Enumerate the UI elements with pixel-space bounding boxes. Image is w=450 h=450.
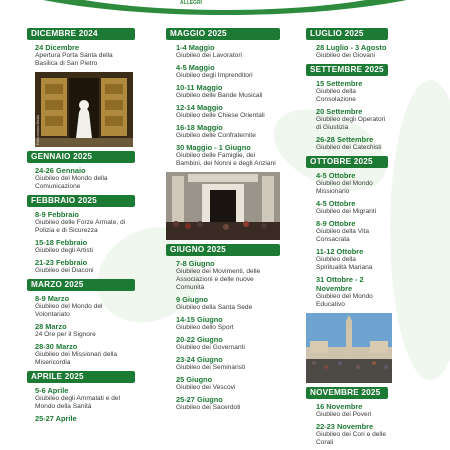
- event: [27, 342, 135, 367]
- event-date: 15 Settembre: [316, 79, 363, 88]
- event-date: 31 Ottobre - 2 Novembre: [316, 275, 364, 293]
- header-tag: ALLEGRI: [180, 0, 202, 6]
- event-date: 4-5 Ottobre: [316, 171, 356, 180]
- month-header: DICEMBRE 2024: [27, 28, 135, 40]
- event-date: 12-14 Maggio: [176, 103, 223, 112]
- event-title: Giubileo delle Forze Armate, di Polizia e di Sicurezza: [35, 219, 126, 234]
- event-title: Giubileo della Santa Sede: [176, 304, 253, 311]
- month-header: GENNAIO 2025: [27, 151, 135, 163]
- event-title: 24 Ore per il Signore: [35, 331, 96, 338]
- event-title: Giubileo dei Missionari della Misericordia: [35, 351, 118, 366]
- event: [306, 275, 388, 309]
- event: [166, 83, 280, 100]
- event: [166, 375, 280, 392]
- event: [306, 171, 388, 196]
- column-middle: [166, 24, 280, 412]
- event: [166, 43, 280, 60]
- event-date: 7-8 Giugno: [176, 259, 215, 268]
- event-date: 24-26 Gennaio: [35, 166, 86, 175]
- event: [306, 422, 388, 447]
- event-title: Giubileo dei Governanti: [176, 344, 245, 351]
- event-title: Giubileo delle Confraternite: [176, 132, 256, 139]
- watermark-shape: [390, 80, 450, 380]
- event-date: 4-5 Ottobre: [316, 199, 356, 208]
- event-title: Giubileo dei Movimenti, delle Associazioni e delle nuove Comunità: [176, 268, 261, 291]
- event-title: Giubileo dei Migranti: [316, 208, 377, 215]
- month-header: NOVEMBRE 2025: [306, 387, 388, 399]
- column-left: [27, 24, 135, 423]
- event: [166, 395, 280, 412]
- event-title: Giubileo degli Operatori di Giustizia: [316, 116, 386, 131]
- event: [306, 247, 388, 272]
- event-title: Giubileo dei Vescovi: [176, 384, 236, 391]
- event: [166, 63, 280, 80]
- event-title: Giubileo dei Seminaristi: [176, 364, 246, 371]
- event: [306, 402, 388, 419]
- event: [27, 294, 135, 319]
- event: [27, 258, 135, 275]
- event-title: Apertura Porta Santa della Basilica di San Pietro: [35, 52, 113, 67]
- event-title: Giubileo dei Cori e delle Corali: [316, 431, 387, 446]
- event-title: Giubileo degli Imprenditori: [176, 72, 253, 79]
- event-title: Giubileo della Consolazione: [316, 88, 356, 103]
- event-title: Giubileo dei Sacerdoti: [176, 404, 241, 411]
- event-date: 15-18 Febbraio: [35, 238, 88, 247]
- event: [306, 199, 388, 216]
- event-title: Giubileo del Mondo Educativo: [316, 293, 373, 308]
- st-peters-square-image: [306, 313, 392, 383]
- holy-door-image: [35, 72, 133, 147]
- event-title: Giubileo dello Sport: [176, 324, 234, 331]
- event: [166, 335, 280, 352]
- event: [166, 295, 280, 312]
- event-title: Giubileo dei Lavoratori: [176, 52, 242, 59]
- event-date: 21-23 Febbraio: [35, 258, 88, 267]
- event: [166, 315, 280, 332]
- crowd-basilica-image: [166, 172, 280, 240]
- event-title: Giubileo del Mondo Missionario: [316, 180, 373, 195]
- photo-holy-door: [35, 72, 133, 147]
- event: [166, 103, 280, 120]
- event: [27, 210, 135, 235]
- event-date: 25 Giugno: [176, 375, 213, 384]
- event-date: 16-18 Maggio: [176, 123, 223, 132]
- event: [27, 414, 135, 423]
- event: [27, 43, 135, 68]
- event: [27, 166, 135, 191]
- month-header: GIUGNO 2025: [166, 244, 280, 256]
- month-header: OTTOBRE 2025: [306, 156, 388, 168]
- column-right: [306, 24, 388, 447]
- event-title: Giubileo delle Bande Musicali: [176, 92, 263, 99]
- event-title: Giubileo dei Catechisti: [316, 144, 382, 151]
- event-title: Giubileo della Spiritualità Mariana: [316, 256, 373, 271]
- month-header: FEBBRAIO 2025: [27, 195, 135, 207]
- event-title: Giubileo delle Chiese Orientali: [176, 112, 265, 119]
- event-date: 28 Luglio - 3 Agosto: [316, 43, 387, 52]
- event: [166, 123, 280, 140]
- event-title: Giubileo dei Poveri: [316, 411, 372, 418]
- event-date: 8-9 Febbraio: [35, 210, 79, 219]
- event-date: 22-23 Novembre: [316, 422, 374, 431]
- event-title: Giubileo della Vita Consacrata: [316, 228, 370, 243]
- event-date: 23-24 Giugno: [176, 355, 223, 364]
- month-header: APRILE 2025: [27, 371, 135, 383]
- month-header: SETTEMBRE 2025: [306, 64, 388, 76]
- event-title: Giubileo dei Giovani: [316, 52, 376, 59]
- event-date: 28-30 Marzo: [35, 342, 78, 351]
- event-title: Giubileo delle Famiglie, dei Bambini, dei Nonni e degli Anziani: [176, 152, 276, 167]
- event-date: 26-28 Settembre: [316, 135, 374, 144]
- photo-credit: Fotocronaca Media: [36, 115, 40, 145]
- event-title: Giubileo dei Diaconi: [35, 267, 94, 274]
- event-date: 24 Dicembre: [35, 43, 79, 52]
- month-header: LUGLIO 2025: [306, 28, 388, 40]
- event-date: 16 Novembre: [316, 402, 363, 411]
- event: [306, 43, 388, 60]
- photo-st-peters-square: [306, 313, 392, 383]
- month-header: MARZO 2025: [27, 279, 135, 291]
- event: [306, 219, 388, 244]
- event-date: 30 Maggio - 1 Giugno: [176, 143, 251, 152]
- event-date: 20 Settembre: [316, 107, 363, 116]
- event: [27, 386, 135, 411]
- event-title: Giubileo degli Ammalati e del Mondo della Sanità: [35, 395, 121, 410]
- event-date: 8-9 Marzo: [35, 294, 70, 303]
- event-date: 9 Giugno: [176, 295, 209, 304]
- event-date: 11-12 Ottobre: [316, 247, 364, 256]
- month-header: MAGGIO 2025: [166, 28, 280, 40]
- event: [166, 259, 280, 292]
- event-date: 14-15 Giugno: [176, 315, 223, 324]
- event: [306, 135, 388, 152]
- event-date: 1-4 Maggio: [176, 43, 215, 52]
- event: [166, 143, 280, 168]
- event-date: 10-11 Maggio: [176, 83, 223, 92]
- event: [306, 107, 388, 132]
- event-title: Giubileo del Mondo della Comunicazione: [35, 175, 108, 190]
- event-date: 8-9 Ottobre: [316, 219, 356, 228]
- event: [27, 322, 135, 339]
- photo-crowd-basilica: [166, 172, 280, 240]
- event-date: 25-27 Giugno: [176, 395, 223, 404]
- event-date: 4-5 Maggio: [176, 63, 215, 72]
- event-date: 20-22 Giugno: [176, 335, 223, 344]
- event-date: 28 Marzo: [35, 322, 67, 331]
- event-title: Giubileo degli Artisti: [35, 247, 93, 254]
- event-date: 5-6 Aprile: [35, 386, 69, 395]
- event: [27, 238, 135, 255]
- event-date: 25-27 Aprile: [35, 414, 77, 423]
- event: [166, 355, 280, 372]
- event-title: Giubileo del Mondo del Volontariato: [35, 303, 103, 318]
- event: [306, 79, 388, 104]
